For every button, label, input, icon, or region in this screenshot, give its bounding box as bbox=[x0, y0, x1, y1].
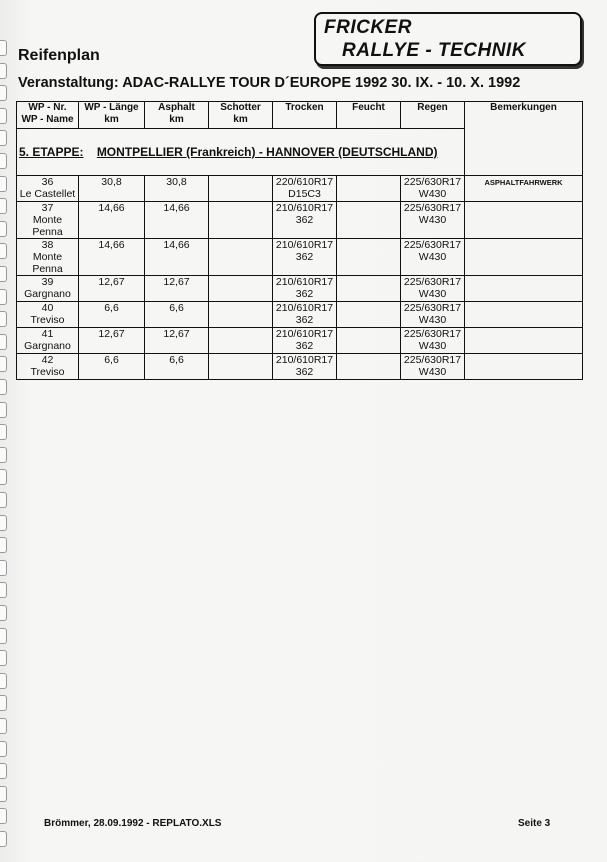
header-regen: Regen bbox=[401, 102, 465, 129]
stage-label: 5. ETAPPE: bbox=[19, 145, 84, 159]
binding-ring bbox=[0, 311, 7, 327]
cell-regen-text: W430 bbox=[418, 314, 447, 326]
binding-ring bbox=[0, 763, 7, 779]
cell-schotter bbox=[209, 176, 273, 202]
binding-ring bbox=[0, 786, 7, 802]
binding-ring bbox=[0, 153, 7, 169]
binding-ring bbox=[0, 424, 7, 440]
header-bemerkungen: Bemerkungen bbox=[465, 102, 583, 176]
binding-ring bbox=[0, 718, 7, 734]
binding-ring bbox=[0, 515, 7, 531]
cell-regen bbox=[401, 176, 465, 202]
binding-ring bbox=[0, 695, 7, 711]
binding-ring bbox=[0, 560, 7, 576]
cell-regen-text: 225/630R17 bbox=[403, 239, 462, 251]
header-asphalt-label: Asphalt bbox=[158, 102, 195, 113]
binding-ring bbox=[0, 289, 7, 305]
cell-regen-text: W430 bbox=[418, 340, 447, 352]
cell-wp-text: 37 bbox=[41, 202, 54, 214]
cell-trocken bbox=[273, 328, 337, 354]
binding-ring bbox=[0, 243, 7, 259]
cell-asphalt bbox=[145, 302, 209, 328]
cell-feucht bbox=[337, 276, 401, 302]
spiral-binding bbox=[0, 40, 8, 860]
cell-wp bbox=[17, 328, 79, 354]
cell-trocken-text: 210/610R17 bbox=[275, 302, 334, 314]
cell-trocken-text: 362 bbox=[295, 340, 314, 352]
cell-wp-text: Gargnano bbox=[24, 288, 71, 300]
cell-schotter bbox=[209, 202, 273, 239]
cell-regen-text: W430 bbox=[418, 214, 447, 226]
cell-feucht bbox=[337, 354, 401, 380]
cell-trocken bbox=[273, 302, 337, 328]
binding-ring bbox=[0, 831, 7, 847]
event-line: Veranstaltung: ADAC-RALLYE TOUR D´EUROPE 1992 30. IX. - 10. X. 1992 bbox=[18, 75, 521, 91]
binding-ring bbox=[0, 469, 7, 485]
binding-ring bbox=[0, 605, 7, 621]
header-laenge-label: WP - Länge bbox=[84, 102, 139, 113]
cell-laenge-text: 14,66 bbox=[98, 202, 125, 214]
header-schotter-unit: km bbox=[233, 114, 248, 125]
tire-plan-table bbox=[16, 101, 583, 380]
cell-trocken bbox=[273, 202, 337, 239]
cell-laenge bbox=[79, 239, 145, 276]
cell-feucht bbox=[337, 202, 401, 239]
cell-regen-text: 225/630R17 bbox=[403, 302, 462, 314]
logo-line-1: FRICKER bbox=[324, 17, 412, 38]
cell-bemerkung bbox=[465, 239, 583, 276]
cell-asphalt bbox=[145, 202, 209, 239]
cell-bemerkung bbox=[465, 302, 583, 328]
cell-trocken-text: 210/610R17 bbox=[275, 239, 334, 251]
cell-laenge-text: 6,6 bbox=[104, 354, 119, 366]
cell-laenge-text: 12,67 bbox=[98, 328, 125, 340]
cell-regen-text: 225/630R17 bbox=[403, 276, 462, 288]
binding-ring bbox=[0, 266, 7, 282]
binding-ring bbox=[0, 130, 7, 146]
binding-ring bbox=[0, 447, 7, 463]
footer-page-number: Seite 3 bbox=[518, 818, 551, 829]
cell-wp-text: 39 bbox=[41, 276, 54, 288]
cell-asphalt-text: 12,67 bbox=[163, 276, 190, 288]
cell-laenge bbox=[79, 176, 145, 202]
header-wp-name: WP - Name bbox=[21, 114, 74, 125]
cell-regen-text: W430 bbox=[418, 366, 447, 378]
cell-regen bbox=[401, 276, 465, 302]
cell-wp-text: Gargnano bbox=[24, 340, 71, 352]
binding-ring bbox=[0, 108, 7, 124]
page-title: Reifenplan bbox=[18, 47, 100, 64]
table-row bbox=[17, 176, 583, 202]
table-row bbox=[17, 328, 583, 354]
cell-trocken-text: 362 bbox=[295, 214, 314, 226]
cell-laenge bbox=[79, 276, 145, 302]
cell-wp-text: Treviso bbox=[30, 366, 65, 378]
cell-regen bbox=[401, 202, 465, 239]
cell-asphalt-text: 14,66 bbox=[163, 239, 190, 251]
cell-schotter bbox=[209, 239, 273, 276]
company-logo bbox=[314, 12, 582, 66]
cell-wp-text: 42 bbox=[41, 354, 54, 366]
header-schotter-label: Schotter bbox=[220, 102, 261, 113]
cell-trocken-text: 220/610R17 bbox=[275, 176, 334, 188]
cell-asphalt bbox=[145, 239, 209, 276]
cell-bemerkung bbox=[465, 176, 583, 202]
cell-trocken bbox=[273, 276, 337, 302]
cell-schotter bbox=[209, 354, 273, 380]
header-schotter bbox=[209, 102, 273, 129]
cell-laenge-text: 6,6 bbox=[104, 302, 119, 314]
header-asphalt-unit: km bbox=[169, 114, 184, 125]
cell-schotter bbox=[209, 276, 273, 302]
cell-laenge bbox=[79, 328, 145, 354]
table-row bbox=[17, 202, 583, 239]
cell-laenge bbox=[79, 202, 145, 239]
cell-wp-text: 38 bbox=[41, 239, 54, 251]
binding-ring bbox=[0, 402, 7, 418]
cell-asphalt-text: 6,6 bbox=[169, 354, 184, 366]
binding-ring bbox=[0, 334, 7, 350]
cell-feucht bbox=[337, 239, 401, 276]
binding-ring bbox=[0, 582, 7, 598]
cell-wp bbox=[17, 354, 79, 380]
cell-asphalt bbox=[145, 176, 209, 202]
cell-trocken-text: 210/610R17 bbox=[275, 328, 334, 340]
table-row bbox=[17, 276, 583, 302]
binding-ring bbox=[0, 85, 7, 101]
cell-wp bbox=[17, 239, 79, 276]
cell-regen bbox=[401, 239, 465, 276]
cell-wp bbox=[17, 202, 79, 239]
cell-laenge bbox=[79, 354, 145, 380]
header-laenge-unit: km bbox=[104, 114, 119, 125]
logo-line-2: RALLYE - TECHNIK bbox=[342, 40, 526, 61]
cell-trocken-text: 362 bbox=[295, 288, 314, 300]
binding-ring bbox=[0, 673, 7, 689]
binding-ring bbox=[0, 650, 7, 666]
table-row bbox=[17, 302, 583, 328]
cell-schotter bbox=[209, 302, 273, 328]
cell-trocken-text: 362 bbox=[295, 251, 314, 263]
binding-ring bbox=[0, 379, 7, 395]
cell-schotter bbox=[209, 328, 273, 354]
cell-bemerkung bbox=[465, 354, 583, 380]
cell-regen-text: W430 bbox=[418, 188, 447, 200]
binding-ring bbox=[0, 40, 7, 56]
header-laenge bbox=[79, 102, 145, 129]
binding-ring bbox=[0, 492, 7, 508]
header-feucht: Feucht bbox=[337, 102, 401, 129]
header-wp bbox=[17, 102, 79, 129]
cell-asphalt-text: 12,67 bbox=[163, 328, 190, 340]
cell-wp-text: Treviso bbox=[30, 314, 65, 326]
cell-trocken-text: 210/610R17 bbox=[275, 354, 334, 366]
binding-ring bbox=[0, 741, 7, 757]
binding-ring bbox=[0, 808, 7, 824]
binding-ring bbox=[0, 176, 7, 192]
cell-feucht bbox=[337, 302, 401, 328]
table-row bbox=[17, 239, 583, 276]
cell-trocken-text: D15C3 bbox=[288, 188, 321, 200]
cell-asphalt-text: 30,8 bbox=[166, 176, 187, 188]
cell-trocken-text: 362 bbox=[295, 314, 314, 326]
cell-bemerkung bbox=[465, 276, 583, 302]
cell-trocken-text: 210/610R17 bbox=[275, 202, 334, 214]
cell-regen-text: 225/630R17 bbox=[403, 354, 462, 366]
cell-regen-text: 225/630R17 bbox=[403, 202, 462, 214]
cell-trocken bbox=[273, 239, 337, 276]
cell-wp bbox=[17, 302, 79, 328]
cell-trocken-text: 362 bbox=[295, 366, 314, 378]
footer-author: Brömmer, 28.09.1992 - REPLATO.XLS bbox=[44, 818, 222, 829]
stage-route: MONTPELLIER (Frankreich) - HANNOVER (DEUTSCHLAND) bbox=[96, 145, 438, 159]
cell-laenge bbox=[79, 302, 145, 328]
cell-wp-text: 36 bbox=[41, 176, 54, 188]
cell-asphalt-text: 6,6 bbox=[169, 302, 184, 314]
header-asphalt bbox=[145, 102, 209, 129]
binding-ring bbox=[0, 356, 7, 372]
cell-wp-text: Monte Penna bbox=[32, 251, 63, 275]
cell-bemerkung bbox=[465, 202, 583, 239]
cell-regen bbox=[401, 328, 465, 354]
header-trocken: Trocken bbox=[273, 102, 337, 129]
cell-laenge-text: 14,66 bbox=[98, 239, 125, 251]
table-header-row bbox=[17, 102, 583, 129]
binding-ring bbox=[0, 221, 7, 237]
cell-regen bbox=[401, 354, 465, 380]
binding-ring bbox=[0, 63, 7, 79]
cell-regen-text: 225/630R17 bbox=[403, 328, 462, 340]
cell-wp-text: 40 bbox=[41, 302, 54, 314]
cell-trocken bbox=[273, 176, 337, 202]
binding-ring bbox=[0, 198, 7, 214]
cell-regen-text: W430 bbox=[418, 288, 447, 300]
cell-wp-text: Monte Penna bbox=[32, 214, 63, 238]
cell-wp bbox=[17, 276, 79, 302]
binding-ring bbox=[0, 537, 7, 553]
stage-cell bbox=[17, 129, 465, 176]
cell-regen bbox=[401, 302, 465, 328]
table-body bbox=[17, 176, 583, 380]
header-wp-nr: WP - Nr. bbox=[28, 102, 67, 113]
cell-bemerkung-text: ASPHALTFAHRWERK bbox=[484, 178, 563, 187]
cell-wp-text: 41 bbox=[41, 328, 54, 340]
cell-asphalt bbox=[145, 328, 209, 354]
table-row bbox=[17, 354, 583, 380]
cell-trocken bbox=[273, 354, 337, 380]
cell-laenge-text: 30,8 bbox=[101, 176, 122, 188]
cell-regen-text: W430 bbox=[418, 251, 447, 263]
cell-feucht bbox=[337, 328, 401, 354]
cell-wp bbox=[17, 176, 79, 202]
cell-asphalt bbox=[145, 276, 209, 302]
cell-asphalt bbox=[145, 354, 209, 380]
cell-bemerkung bbox=[465, 328, 583, 354]
cell-regen-text: 225/630R17 bbox=[403, 176, 462, 188]
cell-asphalt-text: 14,66 bbox=[163, 202, 190, 214]
cell-wp-text: Le Castellet bbox=[19, 188, 76, 200]
binding-ring bbox=[0, 628, 7, 644]
cell-feucht bbox=[337, 176, 401, 202]
cell-laenge-text: 12,67 bbox=[98, 276, 125, 288]
cell-trocken-text: 210/610R17 bbox=[275, 276, 334, 288]
